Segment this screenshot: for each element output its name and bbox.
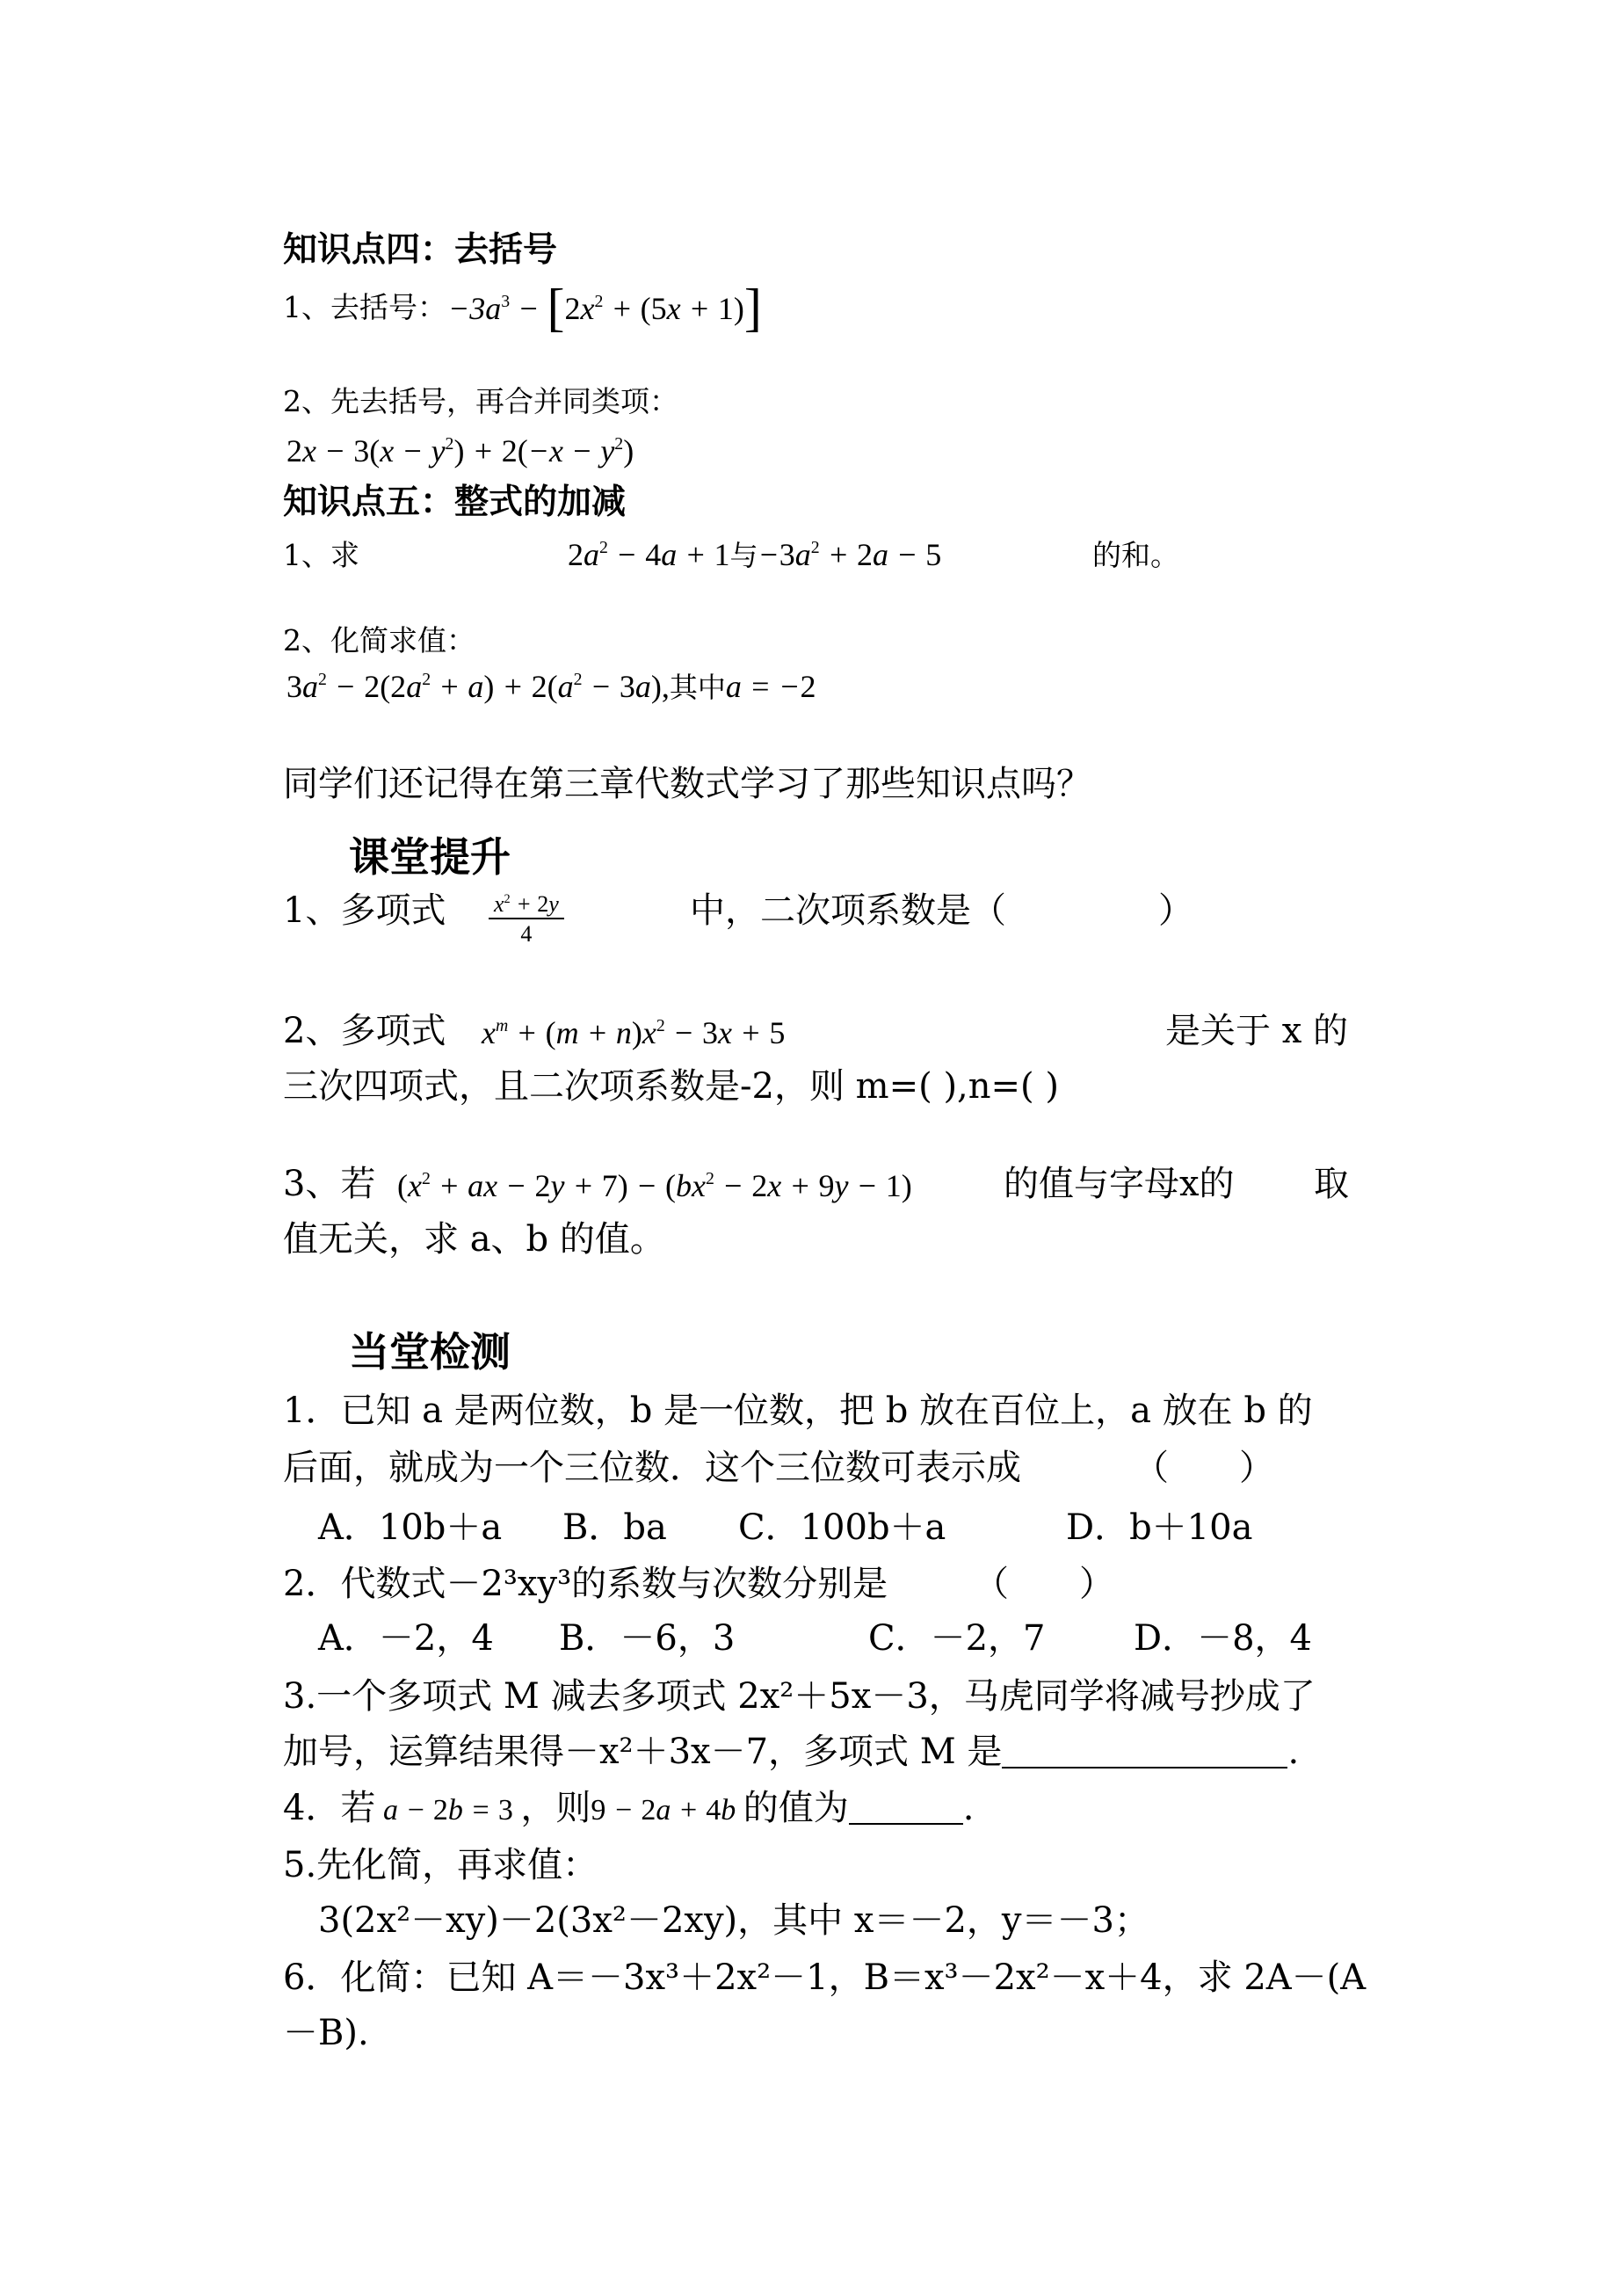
s5-q1-expression: $2a^2 - 4a + 1$与$-3a^2 + 2a - 5$ xyxy=(568,537,942,572)
dt-q4-after: 的值为 xyxy=(743,1788,849,1828)
s4-q1-expression: $-3a^3 - [2x^2 + (5x + 1)]$ xyxy=(448,279,762,337)
dt-q3-line2-text: 加号，运算结果得－x²＋3x－7，多项式 M 是 xyxy=(283,1732,1003,1772)
dt-q1-line2: 后面，就成为一个三位数．这个三位数可表示成 xyxy=(283,1448,1021,1488)
dt-q4-answer-blank[interactable] xyxy=(849,1823,963,1825)
dt-q2-line1: 2．代数式－2³xy³的系数与次数分别是 xyxy=(283,1564,888,1604)
dt-q1-option-c: C．100b＋a xyxy=(738,1507,946,1548)
ketang-q3-expression: ($x^2$ + ax − $2y + 7) - (bx^2 - 2x + 9y - 1)$ xyxy=(397,1168,912,1203)
s4-q2-expression: $2x - 3(x - y^2) + 2(-x - y^2)$ xyxy=(286,433,634,468)
ketang-q3-suffix2: 取 xyxy=(1314,1164,1349,1204)
s5-q1-suffix: 的和。 xyxy=(1092,538,1179,572)
dangtang-heading: 当堂检测 xyxy=(349,1328,511,1376)
dt-q3-end: . xyxy=(1287,1732,1300,1772)
s5-q1-label: 1、求 xyxy=(283,538,359,572)
dt-q2-option-d: D．－8，4 xyxy=(1134,1618,1312,1659)
ketang-q2-suffix: 是关于 x 的 xyxy=(1165,1011,1348,1051)
dt-q4-mid: ，则 xyxy=(520,1788,591,1828)
s5-q2-expression: $3a^2 - 2(2a^2 + a) + 2(a^2 - 3a)$,其中a = −2 xyxy=(286,669,816,704)
ketang-q1-close: ） xyxy=(1158,890,1193,931)
ketang-q2-label: 2、多项式 xyxy=(283,1011,446,1051)
dt-q4-line xyxy=(283,1790,974,1826)
ketang-q2-line2: 三次四项式，且二次项系数是-2，则 m=( ),n=( ) xyxy=(283,1066,1059,1107)
ketang-q1-suffix: 中，二次项系数是（ xyxy=(690,890,1006,931)
ketang-q1-fraction: $\frac{x^2 + 2y}{4}$ xyxy=(489,893,564,946)
ketang-q3-label: 3、若 xyxy=(283,1164,376,1204)
dt-q1-option-b: B．ba xyxy=(562,1507,667,1548)
dt-q2-bracket: （ ） xyxy=(974,1564,1114,1604)
dt-q3-answer-blank[interactable] xyxy=(1002,1767,1287,1768)
dt-q1-bracket: （ ） xyxy=(1134,1448,1274,1488)
dt-q1-option-d: D．b＋10a xyxy=(1066,1507,1253,1548)
dt-q3-line2 xyxy=(283,1732,1300,1772)
ketang-q2-expression: $x^m + (m + n)x^2 - 3x + 5$ xyxy=(482,1015,786,1050)
s4-q1-label: 1、去括号： xyxy=(283,290,446,324)
ketang-q3-line2: 值无关，求 a、b 的值。 xyxy=(283,1219,665,1260)
dt-q2-option-a: A．－2，4 xyxy=(318,1618,494,1659)
dt-q4-expression: 9 − 2a + 4b xyxy=(591,1794,736,1827)
section-4-heading: 知识点四：去括号 xyxy=(283,230,558,270)
dt-q2-option-b: B．－6，3 xyxy=(559,1618,736,1659)
dt-q6-line2: －B). xyxy=(283,2013,369,2053)
dt-q6-line1: 6．化简：已知 A＝－3x³＋2x²－1，B＝x³－2x²－x＋4，求 2A－(A xyxy=(283,1957,1367,1998)
dt-q5-line1: 5.先化简，再求值： xyxy=(283,1845,598,1885)
ketang-heading: 课堂提升 xyxy=(349,833,511,881)
dt-q1-option-a: A．10b＋a xyxy=(318,1507,503,1548)
dt-q3-line1: 3.一个多项式 M 减去多项式 2x²＋5x－3，马虎同学将减号抄成了 xyxy=(283,1676,1316,1717)
dt-q5-line2: 3(2x²－xy)－2(3x²－2xy)，其中 x＝－2，y＝－3； xyxy=(318,1900,1149,1941)
s4-q2-label: 2、先去括号，再合并同类项： xyxy=(283,384,678,418)
dt-q4-label: 4．若 xyxy=(283,1788,376,1828)
dt-q4-end: . xyxy=(962,1788,975,1828)
review-question: 同学们还记得在第三章代数式学习了那些知识点吗？ xyxy=(283,764,1091,804)
section-5-heading: 知识点五：整式的加减 xyxy=(283,483,627,522)
ketang-q1-label: 1、多项式 xyxy=(283,890,446,931)
ketang-q3-suffix: 的值与字母x的 xyxy=(1004,1164,1235,1204)
s5-q2-label: 2、化简求值： xyxy=(283,623,475,657)
dt-q4-condition: a − 2b = 3 xyxy=(382,1794,513,1827)
dt-q1-line1: 1．已知 a 是两位数，b 是一位数，把 b 放在百位上，a 放在 b 的 xyxy=(283,1391,1313,1431)
dt-q2-option-c: C．－2，7 xyxy=(868,1618,1046,1659)
